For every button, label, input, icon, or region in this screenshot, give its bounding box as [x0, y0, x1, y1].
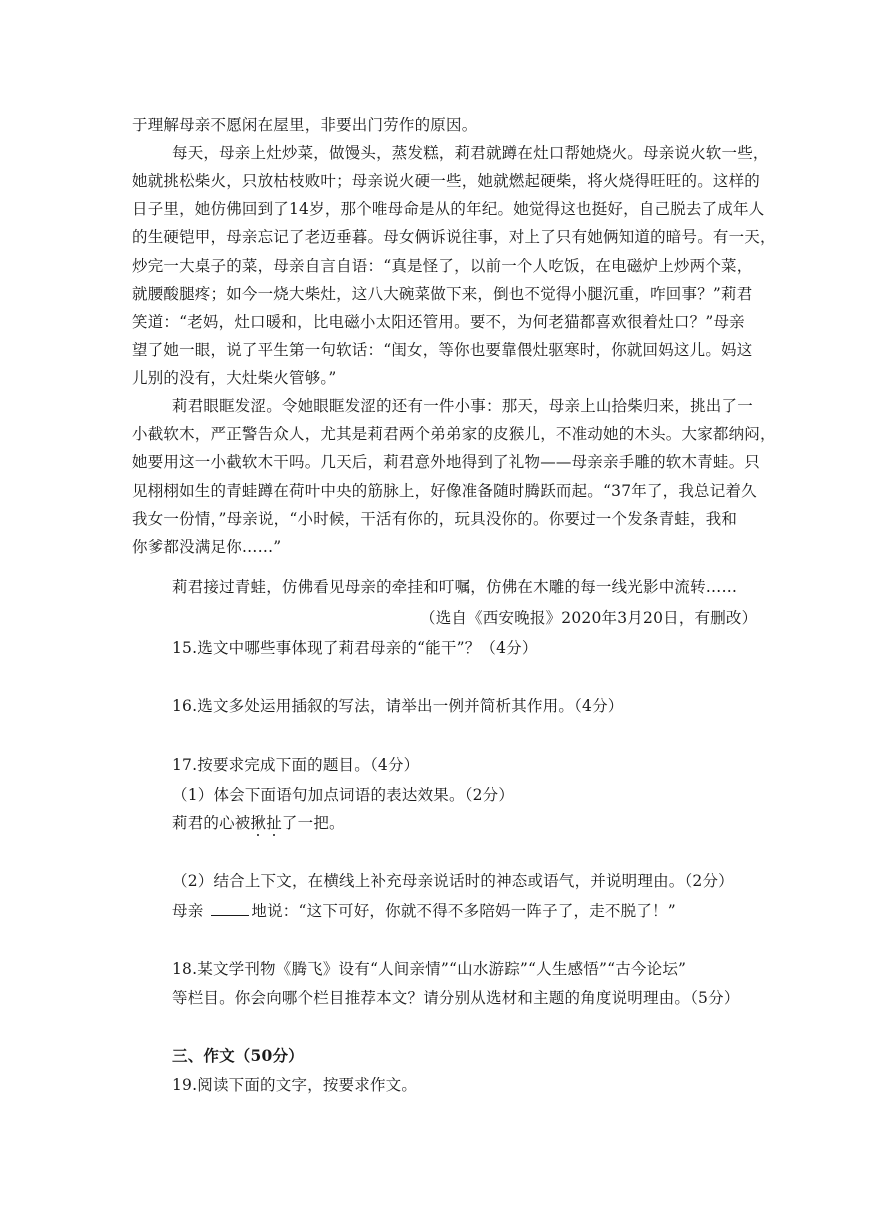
- sentence-text: 母亲: [172, 902, 204, 920]
- paragraph-line: 见栩栩如生的青蛙蹲在荷叶中央的筋脉上，好像准备随时腾跃而起。“37年了，我总记着久: [132, 482, 757, 500]
- paragraph-line: 她就挑松柴火，只放枯枝败叶；母亲说火硬一些，她就燃起硬柴，将火烧得旺旺的。这样的: [132, 172, 761, 190]
- paragraph-line: 就腰酸腿疼；如今一烧大柴灶，这八大碗菜做下来，倒也不觉得小腿沉重，咋回事？”莉君: [132, 285, 753, 303]
- question-16: 16.选文多处运用插叙的写法，请举出一例并简析其作用。（4分）: [172, 697, 624, 715]
- source-citation: （选自《西安晚报》2020年3月20日，有删改）: [420, 609, 758, 627]
- dotted-word: 揪: [250, 814, 267, 832]
- paragraph-line: 每天，母亲上灶炒菜，做馒头，蒸发糕，莉君就蹲在灶口帮她烧火。母亲说火软一些，: [172, 144, 769, 162]
- paragraph-line: 望了她一眼，说了平生第一句软话：“闺女，等你也要靠偎灶驱寒时，你就回妈这儿。妈这: [132, 341, 753, 359]
- section-heading: 三、作文（50分）: [172, 1046, 304, 1065]
- paragraph-line: 笑道：“老妈，灶口暖和，比电磁小太阳还管用。要不，为何老猫都喜欢很着灶口？”母亲: [132, 313, 745, 331]
- paragraph-line: 莉君眼眶发涩。令她眼眶发涩的还有一件小事：那天，母亲上山拾柴归来，挑出了一: [172, 397, 753, 415]
- question-17-part-2: （2）结合上下文，在横线上补充母亲说话时的神态或语气，并说明理由。（2分）: [172, 872, 734, 890]
- paragraph-line: 她要用这一小截软木干吗。几天后，莉君意外地得到了礼物——母亲亲手雕的软木青蛙。只: [132, 453, 761, 471]
- paragraph-line: 炒完一大桌子的菜，母亲自言自语：“真是怪了，以前一个人吃饭，在电磁炉上炒两个菜，: [132, 257, 753, 275]
- answer-blank[interactable]: [211, 900, 249, 916]
- paragraph-line: 日子里，她仿佛回到了14岁，那个唯母命是从的年纪。她觉得这也挺好，自己脱去了成年人: [132, 200, 765, 218]
- question-17-part-1: （1）体会下面语句加点词语的表达效果。（2分）: [172, 786, 515, 804]
- question-18: 18.某文学刊物《腾飞》设有“人间亲情”“山水游踪”“人生感悟”“古今论坛”: [172, 960, 687, 978]
- sentence-text: 了一把。: [281, 814, 345, 832]
- question-17-fill-sentence: [172, 900, 676, 921]
- question-17-sentence: [172, 813, 345, 833]
- question-17: 17.按要求完成下面的题目。（4分）: [172, 756, 420, 774]
- paragraph-line: 于理解母亲不愿闲在屋里，非要出门劳作的原因。: [132, 116, 478, 134]
- paragraph-line: 莉君接过青蛙，仿佛看见母亲的牵挂和叮嘱，仿佛在木雕的每一线光影中流转……: [172, 578, 738, 596]
- question-15: 15.选文中哪些事体现了莉君母亲的“能干”？（4分）: [172, 639, 538, 657]
- paragraph-line: 我女一份情，”母亲说，“小时候，干活有你的，玩具没你的。你要过一个发条青蛙，我和: [132, 510, 738, 528]
- sentence-text: 莉君的心被: [172, 814, 251, 832]
- paragraph-line: 你爹都没满足你……”: [132, 538, 282, 556]
- paragraph-line: 小截软木，严正警告众人，尤其是莉君两个弟弟家的皮猴儿，不准动她的木头。大家都纳闷，: [132, 425, 776, 443]
- question-18-continued: 等栏目。你会向哪个栏目推荐本文？请分别从选材和主题的角度说明理由。（5分）: [172, 989, 740, 1007]
- paragraph-line: 儿别的没有，大灶柴火管够。”: [132, 369, 337, 387]
- sentence-text: 地说：“这下可好，你就不得不多陪妈一阵子了，走不脱了！”: [251, 902, 676, 920]
- dotted-word: 扯: [266, 814, 282, 832]
- paragraph-line: 的生硬铠甲，母亲忘记了老迈垂暮。母女俩诉说往事，对上了只有她俩知道的暗号。有一天，: [132, 228, 776, 246]
- question-19: 19.阅读下面的文字，按要求作文。: [172, 1076, 418, 1094]
